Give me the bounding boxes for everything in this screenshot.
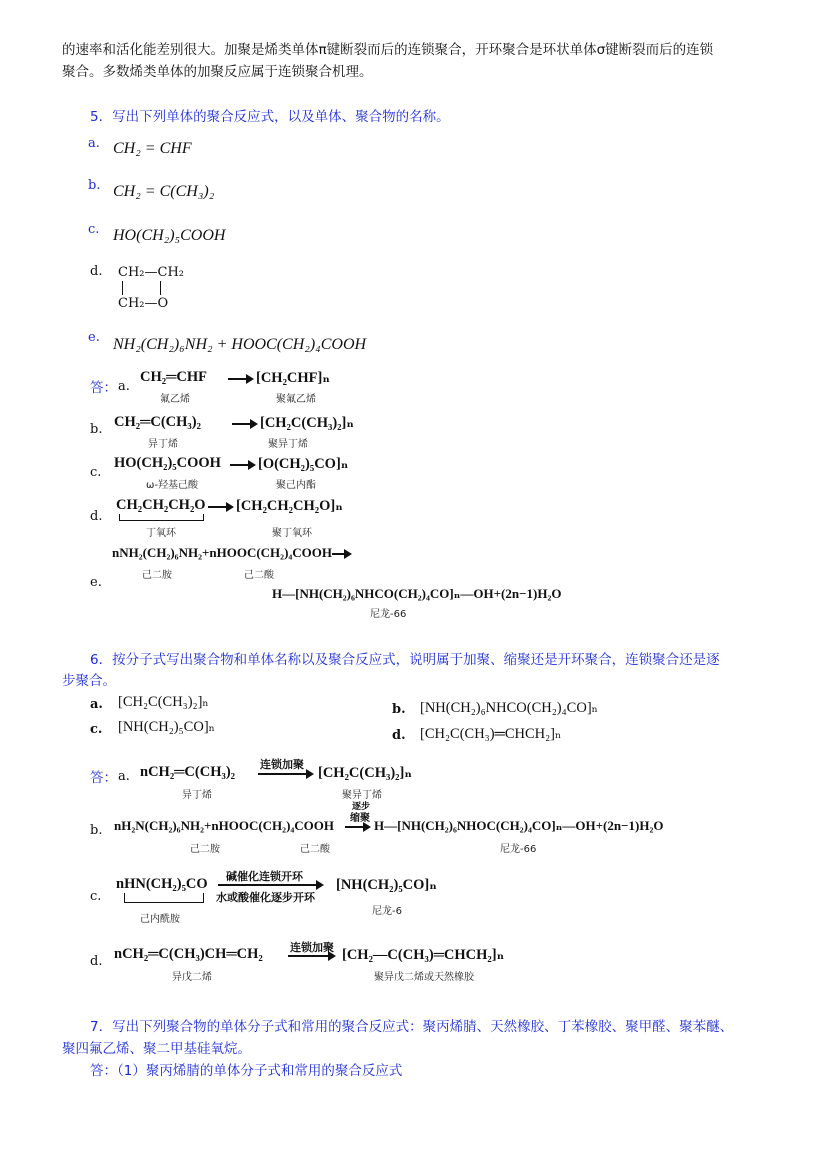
- q6-d-formula: [CH₂C(CH₃)═CHCH₂]ₙ: [420, 726, 562, 742]
- ans5-b-polymer-name: 聚异丁烯: [268, 439, 308, 450]
- ans6-d-condition: 连锁加聚: [290, 941, 334, 954]
- q5-a-label: a.: [88, 136, 100, 151]
- ans5-b-monomer-name: 异丁烯: [148, 439, 178, 450]
- ans6-a-monomer: nCH₂═C(CH₃)₂: [140, 764, 236, 780]
- ans5-e-monomer: nNH₂(CH₂)₆NH₂+nHOOC(CH₂)₄COOH: [112, 545, 333, 560]
- question-7-title-line-2: 聚四氟乙烯、聚二甲基硅氧烷。: [62, 1041, 251, 1057]
- ans5-d-polymer: [CH₂CH₂CH₂O]ₙ: [236, 498, 343, 514]
- answer-7-line: 答：（1）聚丙烯腈的单体分子式和常用的聚合反应式: [90, 1063, 403, 1079]
- ans6-d-polymer: [CH₂—C(CH₃)═CHCH₂]ₙ: [342, 947, 505, 963]
- ans5-b-polymer: [CH₂C(CH₃)₂]ₙ: [260, 415, 354, 431]
- ans5-c-monomer-name: ω-羟基己酸: [146, 480, 198, 491]
- ans6-c-condition-1: 碱催化连锁开环: [226, 870, 303, 883]
- ans6-b-condition: 缩聚: [350, 813, 370, 824]
- ans5-a-monomer-name: 氟乙烯: [160, 394, 190, 405]
- ans5-d-ring-right: [203, 514, 204, 521]
- ans5-d-label: d.: [90, 509, 103, 524]
- ans6-b-polymer-name: 尼龙-66: [500, 844, 537, 855]
- ans6-b-monomer-name-2: 己二酸: [300, 844, 330, 855]
- ans5-b-arrow: [232, 423, 256, 425]
- ans6-b-monomer: nH₂N(CH₂)₆NH₂+nHOOC(CH₂)₄COOH: [114, 818, 335, 833]
- ans5-a-arrow: [228, 378, 252, 380]
- ans5-d-monomer-name: 丁氧环: [146, 528, 176, 539]
- q5-a-formula: CH₂ = CHF: [113, 140, 192, 157]
- ans5-b-monomer: CH₂═C(CH₃)₂: [114, 414, 201, 430]
- ans6-b-monomer-name-1: 己二胺: [190, 844, 220, 855]
- ans6-c-polymer: [NH(CH₂)₅CO]ₙ: [336, 877, 437, 893]
- q6-b-label: b.: [392, 702, 406, 717]
- q6-c-formula: [NH(CH₂)₅CO]ₙ: [118, 719, 215, 735]
- ans6-a-monomer-name: 异丁烯: [182, 790, 212, 801]
- q5-c-formula: HO(CH₂)₅COOH: [113, 227, 226, 244]
- ans5-e-monomer-name-2: 己二酸: [244, 570, 274, 581]
- ans6-c-condition-2: 水或酸催化逐步开环: [216, 891, 315, 904]
- q5-d-label: d.: [90, 264, 103, 279]
- q6-a-label: a.: [90, 697, 103, 712]
- ans6-c-ring-bottom: [124, 902, 204, 903]
- q5-e-formula: NH₂(CH₂)₆NH₂ + HOOC(CH₂)₄COOH: [113, 336, 367, 353]
- q5-d-bond-right: [160, 281, 161, 295]
- ans6-c-label: c.: [90, 889, 102, 904]
- ans6-c-polymer-name: 尼龙-6: [372, 906, 402, 917]
- question-6-title-line-2: 步聚合。: [62, 673, 116, 689]
- q6-d-label: d.: [392, 728, 406, 743]
- ans5-d-monomer: CH₂CH₂CH₂O: [116, 497, 206, 513]
- ans6-c-ring-right: [203, 893, 204, 903]
- ans6-d-monomer-name: 异戊二烯: [172, 972, 212, 983]
- q5-d-bottom: CH₂—O: [118, 296, 169, 311]
- ans6-d-monomer: nCH₂═C(CH₃)CH═CH₂: [114, 946, 263, 962]
- ans5-a-monomer: CH₂═CHF: [140, 369, 207, 385]
- q6-a-formula: [CH₂C(CH₃)₂]ₙ: [118, 694, 209, 710]
- ans5-d-polymer-name: 聚丁氧环: [272, 528, 312, 539]
- ans5-d-arrow: [208, 506, 232, 508]
- ans5-d-ring-bottom: [119, 520, 204, 521]
- answer-5-prefix: 答：: [90, 380, 117, 396]
- ans5-c-arrow: [230, 464, 254, 466]
- ans6-d-arrow: [288, 955, 334, 957]
- q6-c-label: c.: [90, 722, 103, 737]
- q5-c-label: c.: [88, 222, 100, 237]
- ans6-a-condition: 连锁加聚: [260, 758, 304, 771]
- intro-line-1: 的速率和活化能差别很大。加聚是烯类单体π键断裂而后的连锁聚合，开环聚合是环状单体σ键断裂而后的连锁: [62, 42, 714, 58]
- ans6-c-monomer-name: 己内酰胺: [140, 914, 180, 925]
- ans6-b-label: b.: [90, 823, 103, 838]
- ans5-c-polymer-name: 聚己内酯: [276, 480, 316, 491]
- ans6-a-polymer-name: 聚异丁烯: [342, 790, 382, 801]
- ans6-d-polymer-name: 聚异戊二烯或天然橡胶: [374, 972, 474, 983]
- question-5-title: 5．写出下列单体的聚合反应式，以及单体、聚合物的名称。: [90, 109, 450, 125]
- ans5-e-label: e.: [90, 575, 102, 590]
- ans6-b-product: H—[NH(CH₂)₆NHOC(CH₂)₄CO]ₙ—OH+(2n−1)H₂O: [374, 818, 664, 833]
- ans6-a-arrow: [258, 773, 312, 775]
- ans6-c-monomer: nHN(CH₂)₅CO: [116, 876, 208, 892]
- intro-line-2: 聚合。多数烯类单体的加聚反应属于连锁聚合机理。: [62, 64, 373, 80]
- q5-b-label: b.: [88, 178, 101, 193]
- ans5-a-label: a.: [118, 379, 130, 394]
- ans6-d-label: d.: [90, 954, 103, 969]
- ans5-e-monomer-name-1: 己二胺: [142, 570, 172, 581]
- ans6-b-condition-top: 逐步: [352, 802, 371, 812]
- ans5-c-label: c.: [90, 465, 102, 480]
- ans6-a-label: a.: [118, 769, 130, 784]
- question-7-title-line-1: 7．写出下列聚合物的单体分子式和常用的聚合反应式：聚丙烯腈、天然橡胶、丁苯橡胶、聚甲醛、聚苯醚、: [90, 1019, 734, 1035]
- q5-b-formula: CH₂ = C(CH₃)₂: [113, 183, 215, 200]
- q6-b-formula: [NH(CH₂)₆NHCO(CH₂)₄CO]ₙ: [420, 700, 598, 716]
- ans5-e-polymer-name: 尼龙-66: [370, 609, 407, 620]
- q5-e-label: e.: [88, 330, 100, 345]
- ans6-c-arrow: [218, 884, 322, 886]
- q5-d-bond-left: [122, 281, 123, 295]
- ans5-b-label: b.: [90, 422, 103, 437]
- ans6-b-arrow: [345, 826, 369, 828]
- answer-6-prefix: 答：: [90, 770, 117, 786]
- ans5-c-monomer: HO(CH₂)₅COOH: [114, 455, 221, 471]
- ans6-a-polymer: [CH₂C(CH₃)₂]ₙ: [318, 765, 412, 781]
- ans5-a-polymer-name: 聚氟乙烯: [276, 394, 316, 405]
- ans5-e-product: H—[NH(CH₂)₆NHCO(CH₂)₄CO]ₙ—OH+(2n−1)H₂O: [272, 586, 562, 601]
- question-6-title-line-1: 6．按分子式写出聚合物和单体名称以及聚合反应式，说明属于加聚、缩聚还是开环聚合，连锁聚合还是逐: [90, 652, 720, 668]
- q5-d-top: CH₂—CH₂: [118, 265, 184, 280]
- ans5-e-arrow: [332, 553, 350, 555]
- ans5-c-polymer: [O(CH₂)₅CO]ₙ: [258, 456, 349, 472]
- ans5-a-polymer: [CH₂CHF]ₙ: [256, 370, 330, 386]
